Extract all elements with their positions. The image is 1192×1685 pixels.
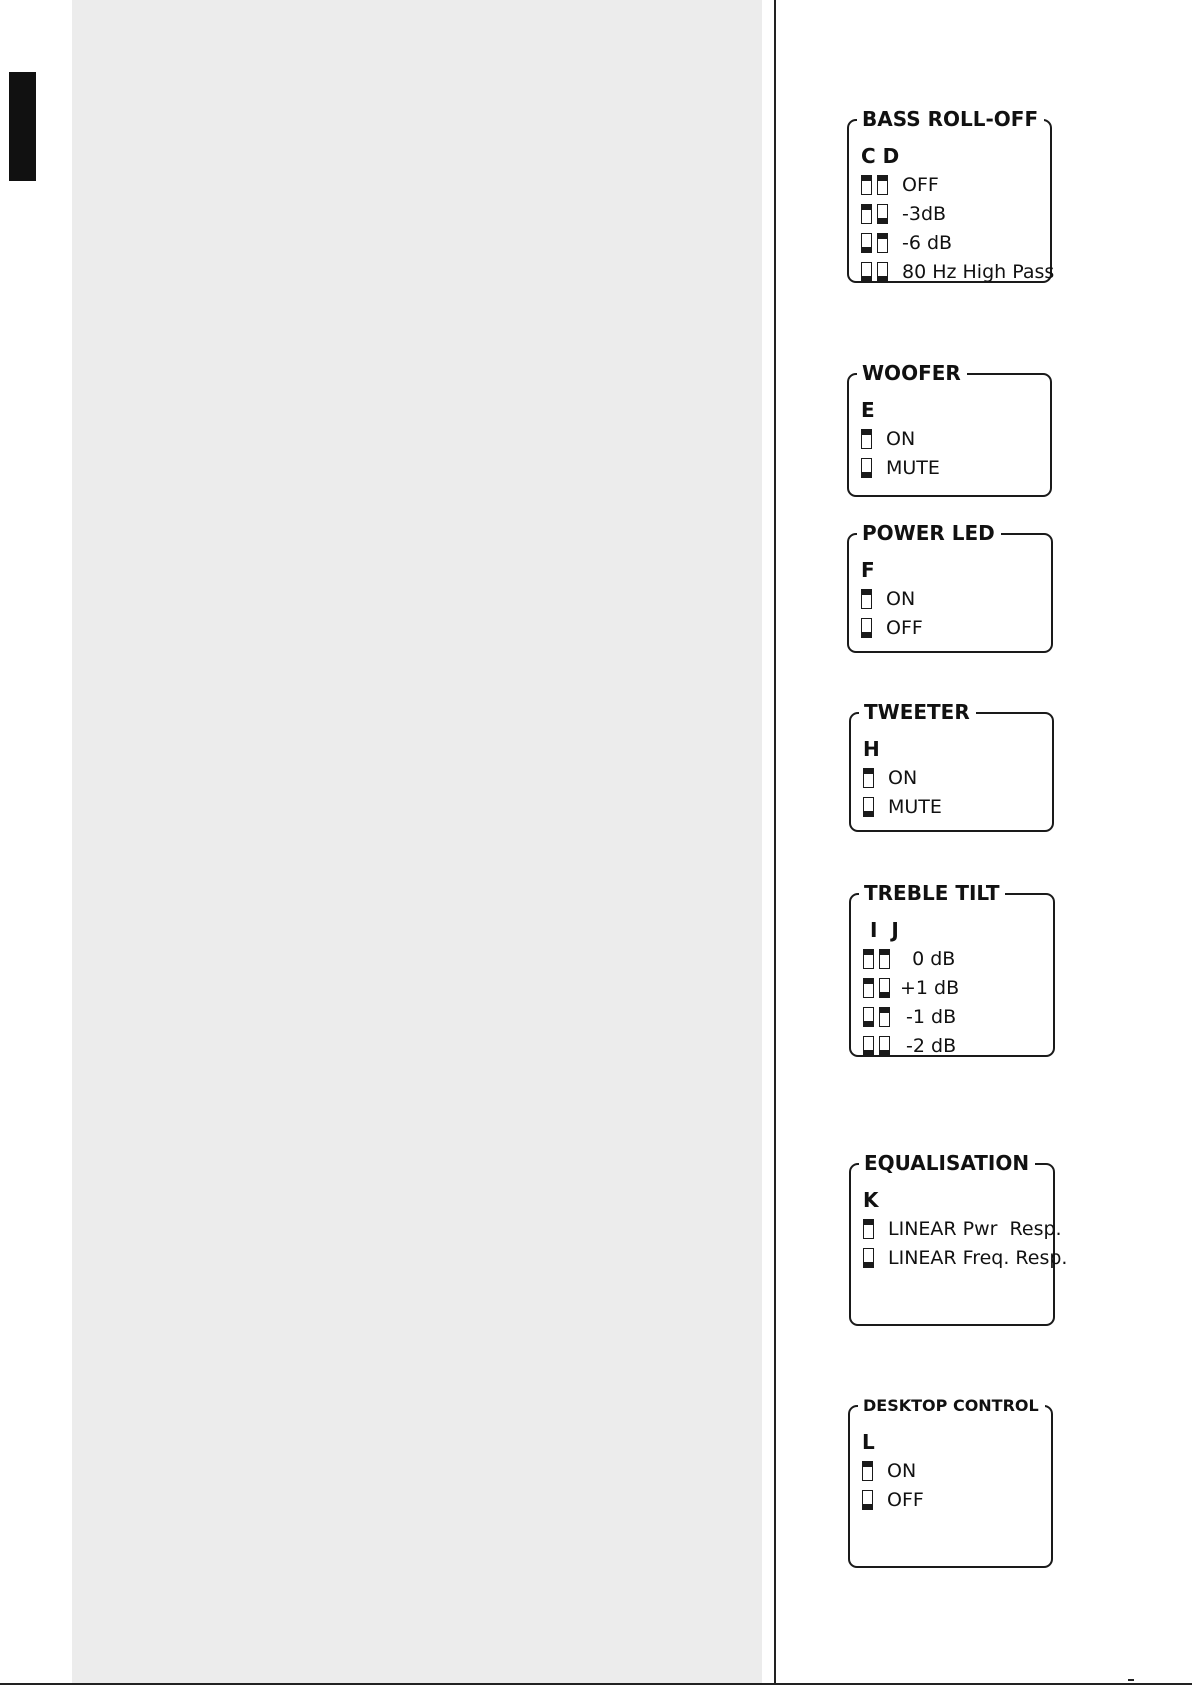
dip-switch-up-icon	[861, 589, 872, 609]
option-row	[863, 1214, 1062, 1243]
option-label: ON	[887, 1459, 917, 1482]
option-label: LINEAR Pwr Resp.	[888, 1217, 1062, 1240]
option-row	[863, 973, 1045, 1002]
dip-switch-up-icon	[877, 175, 888, 195]
options-list	[863, 763, 1044, 821]
option-row	[861, 584, 1043, 613]
blank-grey-panel	[72, 0, 762, 1685]
dip-switch-down-icon	[862, 1490, 873, 1510]
dip-switch-up-icon	[861, 429, 872, 449]
options-list	[861, 424, 1042, 482]
dip-switch-down-icon	[879, 978, 890, 998]
option-row	[863, 1002, 1045, 1031]
option-label: 0 dB	[900, 947, 956, 970]
switch-letters: F	[861, 558, 875, 582]
option-label: ON	[886, 427, 916, 450]
woofer-box	[847, 361, 1052, 497]
options-list	[863, 944, 1045, 1060]
option-row	[861, 613, 1043, 642]
dip-switch-down-icon	[861, 618, 872, 638]
switch-letters: E	[861, 398, 875, 422]
dip-switch-down-icon	[861, 458, 872, 478]
dip-switch-up-icon	[877, 233, 888, 253]
bass-rolloff-box	[847, 107, 1055, 283]
dip-switch-down-icon	[863, 1007, 874, 1027]
section-title: WOOFER	[857, 359, 967, 387]
options-list	[861, 584, 1043, 642]
section-title: POWER LED	[857, 519, 1001, 547]
dip-switch-down-icon	[877, 204, 888, 224]
tweeter-box	[849, 700, 1054, 832]
option-label: LINEAR Freq. Resp.	[888, 1246, 1068, 1269]
option-label: -1 dB	[900, 1005, 957, 1028]
option-row	[861, 257, 1055, 286]
dip-switch-group	[861, 458, 872, 478]
switch-letters: H	[863, 737, 880, 761]
dip-switch-down-icon	[877, 262, 888, 282]
option-label: MUTE	[888, 795, 942, 818]
option-label: OFF	[886, 616, 923, 639]
dip-switch-group	[861, 589, 872, 609]
dip-switch-group	[863, 978, 890, 998]
option-label: ON	[888, 766, 918, 789]
dip-switch-down-icon	[863, 1248, 874, 1268]
option-label: -6 dB	[902, 231, 953, 254]
option-row	[863, 1031, 1045, 1060]
dip-switch-up-icon	[863, 978, 874, 998]
option-row	[863, 1243, 1068, 1272]
option-label: OFF	[902, 173, 939, 196]
dip-switch-group	[863, 768, 874, 788]
section-title: TWEETER	[859, 698, 976, 726]
option-row	[861, 453, 1042, 482]
section-title: BASS ROLL-OFF	[857, 105, 1044, 133]
dip-switch-up-icon	[861, 175, 872, 195]
options-list	[863, 1214, 1068, 1272]
option-row	[863, 792, 1044, 821]
dip-switch-down-icon	[879, 1036, 890, 1056]
dip-switch-down-icon	[863, 1036, 874, 1056]
dip-switch-up-icon	[879, 1007, 890, 1027]
switch-letters: K	[863, 1188, 879, 1212]
column-divider	[774, 0, 776, 1685]
option-label: OFF	[887, 1488, 924, 1511]
dip-switch-up-icon	[861, 204, 872, 224]
dip-switch-down-icon	[861, 262, 872, 282]
dip-switch-group	[862, 1461, 873, 1481]
option-row	[861, 199, 1042, 228]
dip-switch-group	[863, 797, 874, 817]
dip-switch-group	[862, 1490, 873, 1510]
option-label: +1 dB	[900, 976, 960, 999]
dip-switch-up-icon	[863, 949, 874, 969]
option-label: ON	[886, 587, 916, 610]
dip-switch-down-icon	[861, 233, 872, 253]
dip-switch-down-icon	[863, 797, 874, 817]
option-row	[863, 763, 1044, 792]
options-list	[861, 170, 1055, 286]
dip-switch-up-icon	[862, 1461, 873, 1481]
option-row	[861, 170, 1042, 199]
switch-letters: L	[862, 1430, 875, 1454]
switch-letters: I J	[863, 918, 899, 942]
dip-switch-group	[861, 175, 888, 195]
dip-switch-group	[861, 618, 872, 638]
option-row	[861, 424, 1042, 453]
power-led-box	[847, 521, 1053, 653]
dip-switch-group	[861, 204, 888, 224]
dip-switch-group	[863, 1248, 874, 1268]
options-list	[862, 1456, 1043, 1514]
option-label: 80 Hz High Pass	[902, 260, 1055, 283]
option-row	[861, 228, 1042, 257]
dip-switch-up-icon	[863, 768, 874, 788]
option-label: -3dB	[902, 202, 947, 225]
dip-switch-group	[861, 233, 888, 253]
section-title: EQUALISATION	[859, 1149, 1035, 1177]
dip-switch-group	[863, 949, 890, 969]
section-tab-marker	[9, 72, 36, 181]
page-number-mark	[1128, 1679, 1134, 1681]
equalisation-box	[849, 1151, 1068, 1326]
treble-tilt-box	[849, 881, 1055, 1057]
dip-switch-up-icon	[879, 949, 890, 969]
option-row	[862, 1456, 1043, 1485]
switch-letters: C D	[861, 144, 900, 168]
option-label: -2 dB	[900, 1034, 957, 1057]
dip-switch-up-icon	[863, 1219, 874, 1239]
desktop-control-box	[848, 1396, 1053, 1568]
section-title: DESKTOP CONTROL	[858, 1393, 1045, 1419]
dip-switch-group	[863, 1036, 890, 1056]
dip-switch-group	[861, 262, 888, 282]
option-row	[863, 944, 1045, 973]
option-label: MUTE	[886, 456, 940, 479]
option-row	[862, 1485, 1043, 1514]
section-title: TREBLE TILT	[859, 879, 1005, 907]
dip-switch-group	[863, 1007, 890, 1027]
dip-switch-group	[863, 1219, 874, 1239]
dip-switch-group	[861, 429, 872, 449]
